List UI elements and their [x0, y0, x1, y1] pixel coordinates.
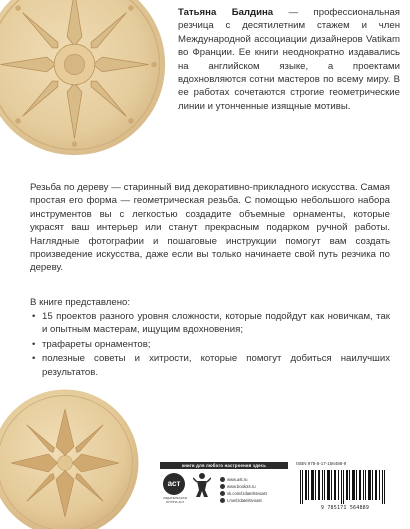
link-text[interactable]: www.ast.ru [227, 477, 248, 482]
link-row [220, 497, 300, 504]
carved-plate-top-image [0, 0, 167, 157]
link-row [220, 476, 300, 483]
author-bio [178, 6, 400, 113]
publisher-links [220, 476, 300, 504]
telegram-icon [220, 498, 225, 503]
list-item: • полезные советы и хитрости, которые помогут добиться наилучших результатов. [30, 352, 390, 379]
list-item: • трафареты орнаментов; [30, 338, 390, 351]
carved-plate-bottom-image [0, 388, 140, 529]
list-item: • 15 проектов разного уровня сложности, которые подойдут как новичкам, так и опытным мастерам, ищущим вдохновения; [30, 310, 390, 337]
barcode-image [296, 470, 394, 504]
contents-title: В книге представлено: [30, 297, 130, 308]
link-text[interactable]: www.book24.ru [227, 484, 256, 489]
publisher-name: ИЗДАТЕЛЬСКАЯ ГРУППА АСТ [163, 496, 187, 504]
link-text[interactable]: t.me/izdatelstvoast [227, 498, 262, 503]
ast-logo: аст [163, 473, 185, 495]
isbn-label: ISBN 978-5-17-156488-9 [296, 461, 347, 466]
vk-icon [220, 491, 225, 496]
link-row [220, 490, 300, 497]
book-description: Резьба по дереву — старинный вид декоративно-прикладного искусства. Самая простая его форма — геометрическая резьба. С помощью небольшого набора инструментов вы с легкостью создадите объемные орнаменты, которые украсят ваш интерьер или станут прекрасным подарком ручной работы. Наглядные фотографии и пошаговые инструкции помогут вам создать произведение искусства, даже если вы только начинаете свой путь резчика по дереву. [30, 182, 390, 274]
author-name: Татьяна Балдина [178, 7, 274, 18]
link-row [220, 483, 300, 490]
publisher-figure-icon [193, 472, 211, 498]
author-bio-text: — профессиональная резчица с десятилетним стажем и член Международной ассоциации дизайнеров Vatikam во Франции. Ее книги неоднократно издавались на английском языке, а проектами вдохновляются сотни мастеров по всему миру. В ее работах сочетаются строгие геометрические линии и утонченные изящные мотивы. [178, 7, 400, 112]
contents-list [30, 310, 390, 380]
globe-icon [220, 484, 225, 489]
publisher-tagline: книги для любого настроения здесь [160, 462, 288, 469]
barcode-number: 9 785171 564889 [320, 505, 370, 511]
link-text[interactable]: vk.com/izdatelstvoast [227, 491, 267, 496]
globe-icon [220, 477, 225, 482]
